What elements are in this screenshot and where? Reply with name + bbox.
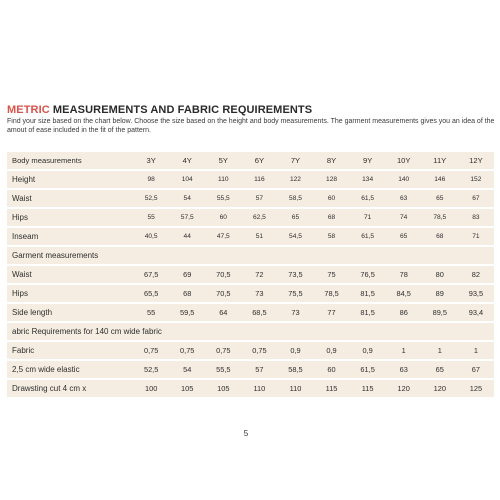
cell: 93,5 bbox=[458, 285, 494, 302]
table-row bbox=[7, 190, 494, 207]
cell: 115 bbox=[314, 380, 350, 397]
cell: 93,4 bbox=[458, 304, 494, 321]
cell: 54,5 bbox=[277, 228, 313, 245]
size-header: 5Y bbox=[205, 152, 241, 169]
cell: 140 bbox=[386, 171, 422, 188]
cell: 54 bbox=[169, 361, 205, 378]
cell: 0,9 bbox=[277, 342, 313, 359]
cell: 60 bbox=[205, 209, 241, 226]
table-row bbox=[7, 228, 494, 245]
cell: 146 bbox=[422, 171, 458, 188]
section-title-garment: Garment measurements bbox=[7, 247, 494, 264]
cell: 61,5 bbox=[350, 361, 386, 378]
cell: 72 bbox=[241, 266, 277, 283]
cell: 58,5 bbox=[277, 361, 313, 378]
cell: 73 bbox=[277, 304, 313, 321]
size-header: 8Y bbox=[314, 152, 350, 169]
cell: 59,5 bbox=[169, 304, 205, 321]
cell: 78,5 bbox=[422, 209, 458, 226]
table-row bbox=[7, 361, 494, 378]
cell: 0,75 bbox=[169, 342, 205, 359]
cell: 75 bbox=[314, 266, 350, 283]
cell: 70,5 bbox=[205, 266, 241, 283]
row-label: Waist bbox=[7, 190, 133, 207]
cell: 0,75 bbox=[133, 342, 169, 359]
cell: 128 bbox=[314, 171, 350, 188]
cell: 70,5 bbox=[205, 285, 241, 302]
cell: 80 bbox=[422, 266, 458, 283]
table-row bbox=[7, 171, 494, 188]
cell: 55 bbox=[133, 304, 169, 321]
cell: 58,5 bbox=[277, 190, 313, 207]
cell: 55,5 bbox=[205, 361, 241, 378]
cell: 65 bbox=[422, 190, 458, 207]
cell: 81,5 bbox=[350, 304, 386, 321]
size-header: 4Y bbox=[169, 152, 205, 169]
cell: 81,5 bbox=[350, 285, 386, 302]
cell: 60 bbox=[314, 361, 350, 378]
row-label: Drawsting cut 4 cm x bbox=[7, 380, 133, 397]
cell: 69 bbox=[169, 266, 205, 283]
cell: 68 bbox=[422, 228, 458, 245]
cell: 78,5 bbox=[314, 285, 350, 302]
cell: 105 bbox=[205, 380, 241, 397]
cell: 62,5 bbox=[241, 209, 277, 226]
cell: 52,5 bbox=[133, 190, 169, 207]
cell: 105 bbox=[169, 380, 205, 397]
cell: 73 bbox=[241, 285, 277, 302]
cell: 65,5 bbox=[133, 285, 169, 302]
cell: 110 bbox=[277, 380, 313, 397]
cell: 61,5 bbox=[350, 228, 386, 245]
table-row bbox=[7, 266, 494, 283]
size-header: 7Y bbox=[277, 152, 313, 169]
cell: 0,9 bbox=[350, 342, 386, 359]
cell: 100 bbox=[133, 380, 169, 397]
cell: 0,75 bbox=[205, 342, 241, 359]
table-row bbox=[7, 380, 494, 397]
table-row bbox=[7, 209, 494, 226]
cell: 68,5 bbox=[241, 304, 277, 321]
cell: 54 bbox=[169, 190, 205, 207]
row-label: Waist bbox=[7, 266, 133, 283]
cell: 68 bbox=[169, 285, 205, 302]
cell: 71 bbox=[350, 209, 386, 226]
row-label: Height bbox=[7, 171, 133, 188]
table-row bbox=[7, 304, 494, 321]
intro-text: Find your size based on the chart below. Choose the size based on the height and body measurements. The garment measurements gives you an idea of the amout of ease included in the fit of the pattern. bbox=[7, 118, 495, 134]
cell: 65 bbox=[422, 361, 458, 378]
cell: 65 bbox=[277, 209, 313, 226]
cell: 52,5 bbox=[133, 361, 169, 378]
section-title-fabric: abric Requirements for 140 cm wide fabric bbox=[7, 323, 494, 340]
cell: 0,75 bbox=[241, 342, 277, 359]
table-row bbox=[7, 342, 494, 359]
cell: 98 bbox=[133, 171, 169, 188]
size-header: 11Y bbox=[422, 152, 458, 169]
cell: 57 bbox=[241, 190, 277, 207]
cell: 152 bbox=[458, 171, 494, 188]
cell: 0,9 bbox=[314, 342, 350, 359]
cell: 51 bbox=[241, 228, 277, 245]
size-header: 9Y bbox=[350, 152, 386, 169]
cell: 1 bbox=[386, 342, 422, 359]
cell: 78 bbox=[386, 266, 422, 283]
cell: 1 bbox=[422, 342, 458, 359]
cell: 58 bbox=[314, 228, 350, 245]
row-label: Fabric bbox=[7, 342, 133, 359]
size-header: 12Y bbox=[458, 152, 494, 169]
cell: 75,5 bbox=[277, 285, 313, 302]
size-header: 6Y bbox=[241, 152, 277, 169]
section-row-garment bbox=[7, 247, 494, 264]
cell: 47,5 bbox=[205, 228, 241, 245]
cell: 89 bbox=[422, 285, 458, 302]
cell: 110 bbox=[241, 380, 277, 397]
cell: 134 bbox=[350, 171, 386, 188]
cell: 82 bbox=[458, 266, 494, 283]
header-label: Body measurements bbox=[7, 152, 133, 169]
cell: 104 bbox=[169, 171, 205, 188]
cell: 40,5 bbox=[133, 228, 169, 245]
page-number: 5 bbox=[243, 429, 249, 438]
row-label: Inseam bbox=[7, 228, 133, 245]
header-row bbox=[7, 152, 494, 169]
cell: 74 bbox=[386, 209, 422, 226]
size-chart-table bbox=[7, 150, 494, 399]
cell: 73,5 bbox=[277, 266, 313, 283]
cell: 120 bbox=[422, 380, 458, 397]
cell: 67 bbox=[458, 190, 494, 207]
row-label: Hips bbox=[7, 209, 133, 226]
cell: 86 bbox=[386, 304, 422, 321]
cell: 63 bbox=[386, 190, 422, 207]
cell: 68 bbox=[314, 209, 350, 226]
row-label: Side length bbox=[7, 304, 133, 321]
cell: 63 bbox=[386, 361, 422, 378]
heading-rest: MEASUREMENTS AND FABRIC REQUIREMENTS bbox=[49, 104, 313, 116]
cell: 89,5 bbox=[422, 304, 458, 321]
cell: 44 bbox=[169, 228, 205, 245]
cell: 116 bbox=[241, 171, 277, 188]
cell: 57 bbox=[241, 361, 277, 378]
cell: 1 bbox=[458, 342, 494, 359]
row-label: 2,5 cm wide elastic bbox=[7, 361, 133, 378]
cell: 67,5 bbox=[133, 266, 169, 283]
section-heading bbox=[7, 104, 312, 116]
heading-accent: METRIC bbox=[7, 104, 50, 116]
cell: 77 bbox=[314, 304, 350, 321]
cell: 57,5 bbox=[169, 209, 205, 226]
cell: 115 bbox=[350, 380, 386, 397]
cell: 55,5 bbox=[205, 190, 241, 207]
cell: 55 bbox=[133, 209, 169, 226]
cell: 83 bbox=[458, 209, 494, 226]
cell: 71 bbox=[458, 228, 494, 245]
section-row-fabric bbox=[7, 323, 494, 340]
table-row bbox=[7, 285, 494, 302]
size-header: 10Y bbox=[386, 152, 422, 169]
cell: 125 bbox=[458, 380, 494, 397]
cell: 120 bbox=[386, 380, 422, 397]
cell: 122 bbox=[277, 171, 313, 188]
cell: 84,5 bbox=[386, 285, 422, 302]
cell: 67 bbox=[458, 361, 494, 378]
cell: 64 bbox=[205, 304, 241, 321]
cell: 76,5 bbox=[350, 266, 386, 283]
row-label: Hips bbox=[7, 285, 133, 302]
cell: 110 bbox=[205, 171, 241, 188]
size-header: 3Y bbox=[133, 152, 169, 169]
cell: 65 bbox=[386, 228, 422, 245]
cell: 61,5 bbox=[350, 190, 386, 207]
cell: 60 bbox=[314, 190, 350, 207]
